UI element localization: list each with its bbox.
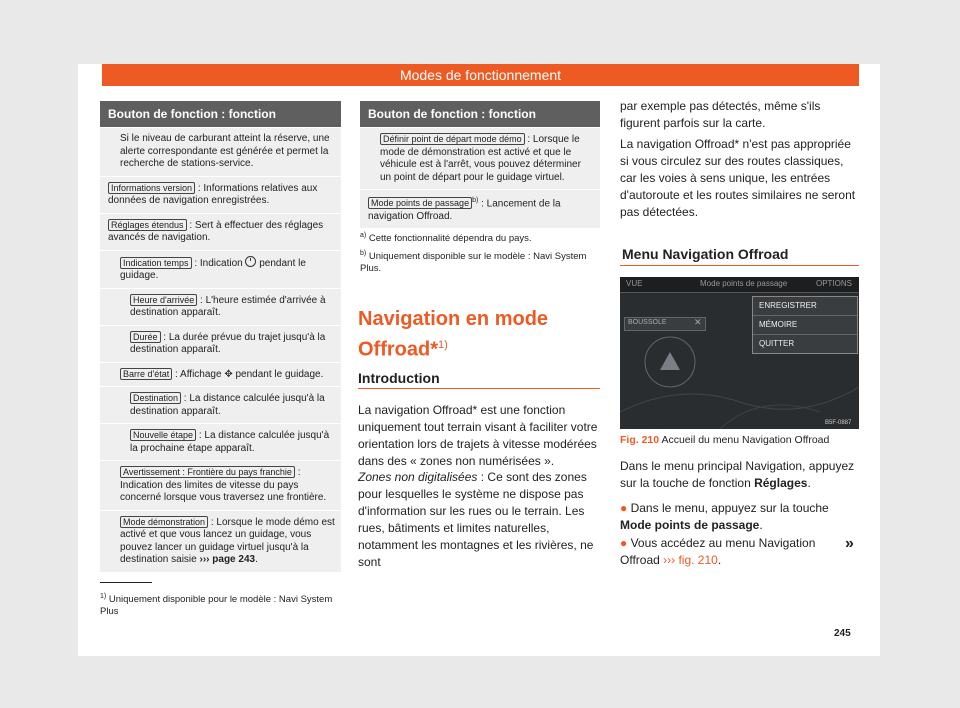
bullet-item: ● Vous accédez au menu Navigation Offroad ››› fig. 210. (620, 536, 816, 567)
close-icon: ✕ (694, 317, 702, 327)
clock-icon (245, 256, 256, 267)
heading-rule (620, 265, 859, 266)
table-footnote-a: $^{a)}$ Cette fonctionnalité dépendra du pays. (360, 232, 532, 245)
intro-paragraph-2: Zones non digitalisées : Ce sont des zones pour lesquelles le système ne dispose pas d'information sur les rues ou le terrain. Les rues, bâtiments et limites naturelles, notamment les montagnes et les rivières, ne sont (358, 470, 594, 569)
table-row: Mode points de passage $^{b)}$ : Lancement de la navigation Offroad. (360, 189, 600, 228)
function-table-1 (100, 101, 341, 572)
function-button: Barre d'état (120, 368, 172, 380)
page-reference: ››› page 243 (199, 554, 256, 565)
col3-paragraph-3: Dans le menu principal Navigation, appuyez sur la touche de fonction Réglages. (620, 459, 855, 490)
continue-mark: » (845, 535, 854, 552)
status-bar-icon: ✥ (224, 368, 233, 380)
figure-code: B5F-0887 (825, 420, 852, 426)
bullet-item: ● Dans le menu, appuyez sur la touche Mode points de passage. (620, 501, 829, 532)
function-button: Destination (130, 392, 181, 404)
table-row: Destination : La distance calculée jusqu'à la destination apparaît. (100, 386, 341, 423)
table-heading: Bouton de fonction : fonction (360, 101, 600, 127)
options-menu (752, 296, 858, 354)
table-row: Mode démonstration : Lorsque le mode démo est activé et que vous lancez un guidage, vous pouvez lancer un guidage virtuel jusqu'à la destination saisie ››› page 243. (100, 510, 341, 572)
heading-rule (358, 388, 600, 389)
figure-caption: Fig. 210 Accueil du menu Navigation Offroad (620, 434, 830, 446)
function-button: Durée (130, 331, 161, 343)
function-button: Avertissement : Frontière du pays franchie (120, 466, 295, 478)
function-button: Réglages étendus (108, 219, 187, 231)
function-button: Nouvelle étape (130, 429, 196, 441)
col3-paragraph-2: La navigation Offroad* n'est pas appropriée si vous circulez sur des routes classiques, car les voies à sens unique, les entrées d'autoroute et les routes similaires ne seront pas détectées. (620, 137, 856, 219)
table-row: Nouvelle étape : La distance calculée jusqu'à la prochaine étape apparaît. (100, 423, 341, 460)
table-row: Avertissement : Frontière du pays franchie : Indication des limites de vitesse du pays concerné lorsque vous traversez une frontière. (100, 460, 341, 510)
table-row: Réglages étendus : Sert à effectuer des réglages avancés de navigation. (100, 213, 341, 250)
function-button: Mode points de passage (368, 197, 472, 209)
page-number: 245 (834, 628, 851, 639)
table-row: Indication temps : Indication pendant le guidage. (100, 250, 341, 288)
menu-heading: Menu Navigation Offroad (622, 246, 789, 262)
chapter-header: Modes de fonctionnement (102, 64, 859, 86)
subsection-title: Introduction (358, 370, 440, 386)
figure-reference: ››› fig. 210 (663, 553, 718, 567)
table-row: Si le niveau de carburant atteint la réserve, une alerte correspondante est générée et permet la recherche de stations-service. (100, 127, 341, 176)
nav-screen-figure: VUE Mode points de passage OPTIONS BOUSSOLE ✕ ENREGISTRER MÉMOIRE QUITTER B5F-0887 (620, 277, 859, 429)
table-row: Informations version : Informations relatives aux données de navigation enregistrées. (100, 176, 341, 213)
table-row: Heure d'arrivée : L'heure estimée d'arrivée à destination apparaît. (100, 288, 341, 325)
intro-paragraph: La navigation Offroad* est une fonction uniquement tout terrain visant à faciliter votre orientation lors de trajets à vitesse modérées dans des « zones non numérisées ». (358, 403, 598, 468)
section-title: Navigation en mode Offroad*$^{1)}$ (358, 308, 549, 361)
table-row: Durée : La durée prévue du trajet jusqu'à la destination apparaît. (100, 325, 341, 362)
function-button: Informations version (108, 182, 195, 194)
menu-item-memoire[interactable]: MÉMOIRE (753, 316, 857, 335)
table-row: Définir point de départ mode démo : Lorsque le mode de démonstration est activé et que le véhicule est à l'arrêt, vous pouvez déterminer un point de départ pour le guidage virtuel. (360, 127, 600, 189)
function-button: Heure d'arrivée (130, 294, 197, 306)
function-button: Indication temps (120, 257, 192, 269)
function-button: Mode démonstration (120, 516, 208, 528)
col3-paragraph: par exemple pas détectés, même s'ils figurent parfois sur la carte. (620, 99, 821, 130)
page-footnote: $^{1)}$ Uniquement disponible pour le modèle : Navi System Plus (100, 593, 333, 618)
function-button: Définir point de départ mode démo (380, 133, 525, 145)
function-table-2 (360, 101, 600, 228)
table-row: Barre d'état : Affichage ✥ pendant le guidage. (100, 362, 341, 387)
table-heading: Bouton de fonction : fonction (100, 101, 341, 127)
footnote-rule (100, 582, 152, 583)
table-footnote-b: $^{b)}$ Uniquement disponible sur le modèle : Navi System Plus. (360, 250, 587, 275)
menu-item-enregistrer[interactable]: ENREGISTRER (753, 297, 857, 316)
menu-item-quitter[interactable]: QUITTER (759, 339, 795, 348)
